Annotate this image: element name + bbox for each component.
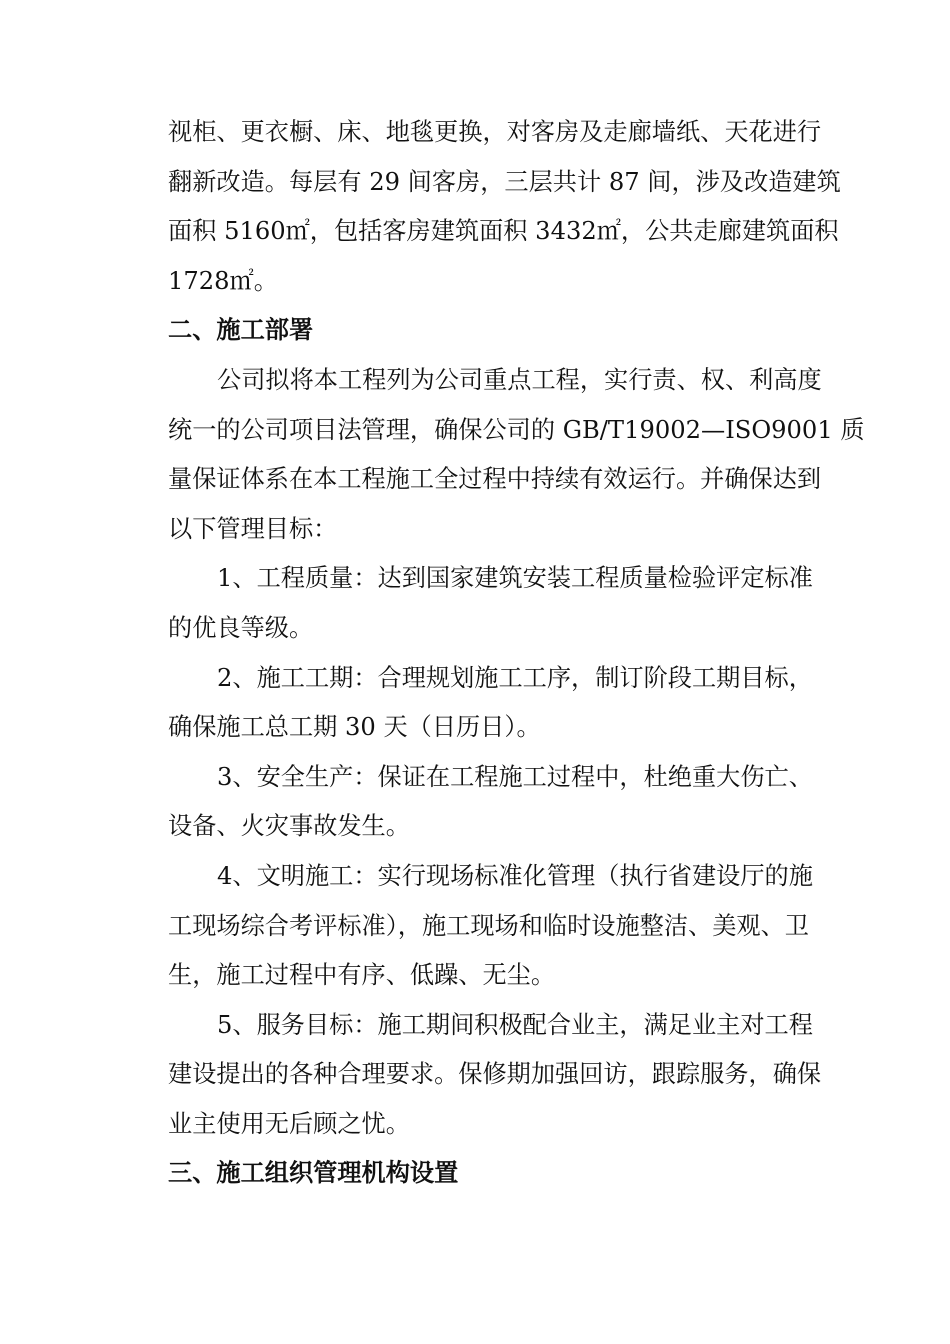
document-body [168,108,865,1199]
text-line: 1728㎡。 [168,266,278,295]
text-line: 2、施工工期：合理规划施工工序，制订阶段工期目标， [217,663,813,692]
text-line: 以下管理目标： [168,514,338,543]
text-line: 量保证体系在本工程施工全过程中持续有效运行。并确保达到 [168,465,822,494]
text-line: 面积 5160㎡，包括客房建筑面积 3432㎡，公共走廊建筑面积 [168,217,839,246]
deployment-paragraph [168,356,865,554]
text-line: 统一的公司项目法管理，确保公司的 GB/T19002—ISO9001 质 [168,415,865,444]
text-line: 翻新改造。每层有 29 间客房，三层共计 87 间，涉及改造建筑 [168,167,841,196]
text-line: 业主使用无后顾之忧。 [168,1109,410,1138]
goal-service-paragraph [168,1001,860,1150]
text-line: 4、文明施工：实行现场标准化管理（执行省建设厅的施 [217,861,813,890]
text-line: 确保施工总工期 30 天（日历日）。 [168,713,541,742]
text-line: 工现场综合考评标准），施工现场和临时设施整洁、美观、卫 [168,911,809,940]
text-line: 的优良等级。 [168,613,314,642]
section-heading-construction-deployment: 二、施工部署 [168,316,314,345]
text-line: 1、工程质量：达到国家建筑安装工程质量检验评定标准 [217,564,813,593]
text-line: 设备、火灾事故发生。 [168,812,410,841]
section-heading-organization-setup: 三、施工组织管理机构设置 [168,1159,459,1188]
goal-schedule-paragraph [168,654,860,753]
text-line: 生，施工过程中有序、低躁、无尘。 [168,961,556,990]
goal-civilized-construction-paragraph [168,852,860,1001]
text-line: 3、安全生产：保证在工程施工过程中，杜绝重大伤亡、 [217,762,813,791]
text-line: 视柜、更衣橱、床、地毯更换，对客房及走廊墙纸、天花进行 [168,118,822,146]
intro-paragraph [168,108,860,306]
text-line: 公司拟将本工程列为公司重点工程，实行责、权、利高度 [217,365,822,394]
goal-quality-paragraph [168,554,860,653]
goal-safety-paragraph [168,753,860,852]
text-line: 建设提出的各种合理要求。保修期加强回访，跟踪服务，确保 [168,1060,822,1089]
text-line: 5、服务目标：施工期间积极配合业主，满足业主对工程 [217,1010,813,1039]
